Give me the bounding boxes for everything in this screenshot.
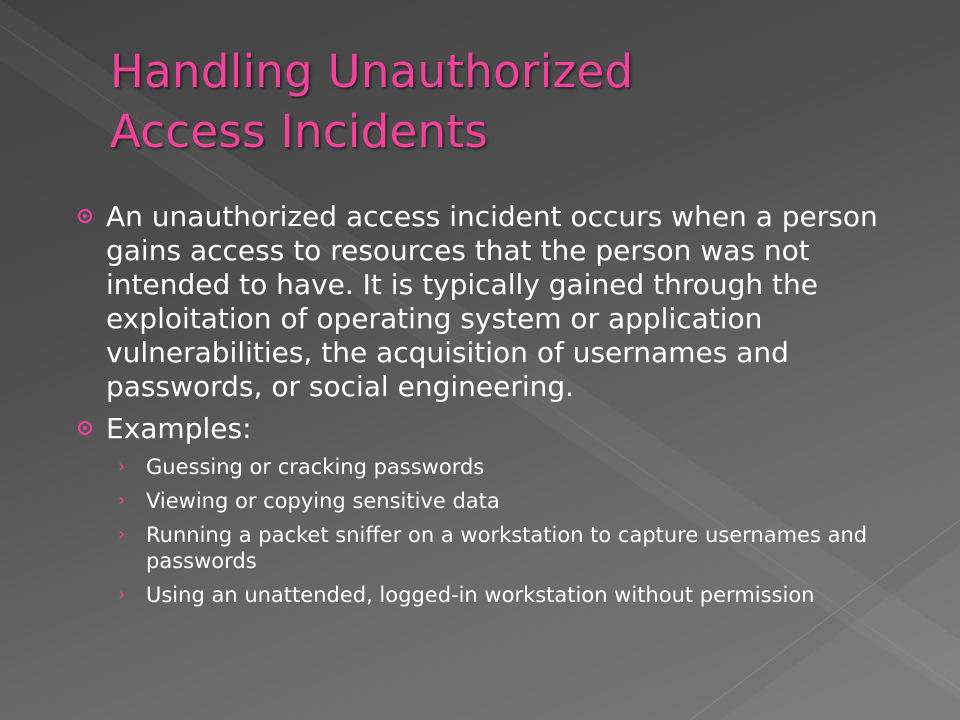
circle-dot-icon xyxy=(78,209,92,223)
bullet-definition xyxy=(78,200,908,404)
example-text: Guessing or cracking passwords xyxy=(146,455,485,479)
list-item xyxy=(118,522,908,574)
examples-list xyxy=(78,454,908,608)
slide-title xyxy=(110,42,910,162)
slide-title-line-1: Handling Unauthorized xyxy=(110,45,634,98)
chevron-right-icon: › xyxy=(118,456,126,477)
chevron-right-icon: › xyxy=(118,490,126,511)
example-text: Running a packet sniffer on a workstation to capture usernames and passwords xyxy=(146,523,868,573)
example-text: Viewing or copying sensitive data xyxy=(146,489,500,513)
bullet-examples-text: Examples: xyxy=(106,412,252,445)
chevron-right-icon: › xyxy=(118,524,126,545)
list-item xyxy=(118,454,908,480)
bullet-definition-text: An unauthorized access incident occurs when a person gains access to resources that the person was not intended to have. It is typically gained through the exploitation of operating system or application vulnerabilities, the acquisition of usernames and passwords, or social engineering. xyxy=(106,200,878,403)
bullet-examples xyxy=(78,412,908,446)
slide-title-line-2: Access Incidents xyxy=(110,105,489,158)
example-text: Using an unattended, logged-in workstation without permission xyxy=(146,583,815,607)
list-item xyxy=(118,582,908,608)
circle-dot-icon xyxy=(78,421,92,435)
slide-body xyxy=(78,200,908,616)
chevron-right-icon: › xyxy=(118,584,126,605)
list-item xyxy=(118,488,908,514)
